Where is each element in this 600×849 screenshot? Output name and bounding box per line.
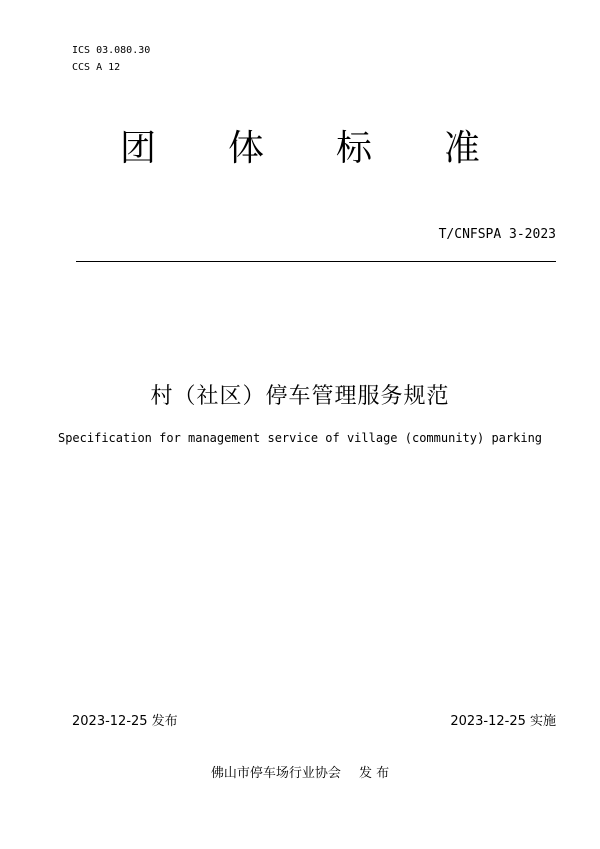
implementation-date: 2023-12-25 实施: [450, 714, 556, 729]
document-type-heading: [0, 124, 600, 174]
document-type-char: 准: [444, 128, 481, 169]
document-type-char: 标: [336, 128, 373, 169]
header-divider: [76, 261, 556, 262]
issue-date: 2023-12-25 发布: [72, 714, 178, 729]
english-title: Specification for management service of village (community) parking: [57, 431, 543, 445]
document-type-char: 体: [228, 128, 265, 169]
chinese-title: 村（社区）停车管理服务规范: [150, 384, 450, 409]
publisher-line: [0, 765, 600, 783]
ics-code: ICS 03.080.30: [72, 45, 151, 56]
publisher-action: 发 布: [358, 766, 390, 781]
publisher-name: 佛山市停车场行业协会: [210, 766, 341, 781]
ccs-code: CCS A 12: [72, 62, 121, 73]
document-type-char: 团: [120, 128, 157, 169]
standard-number: T/CNFSPA 3-2023: [438, 227, 556, 242]
